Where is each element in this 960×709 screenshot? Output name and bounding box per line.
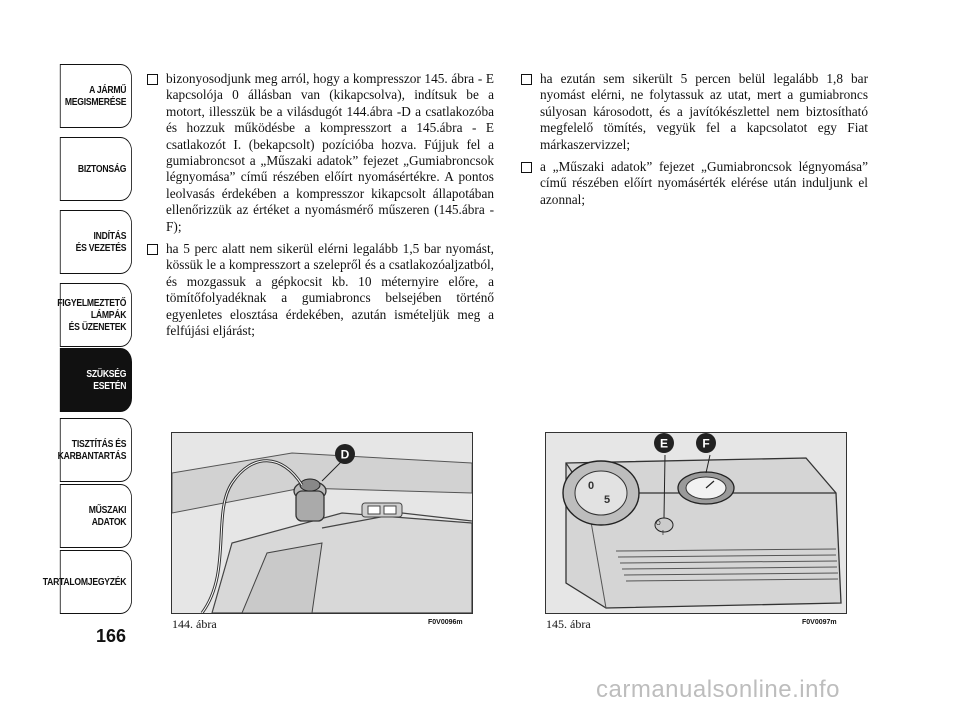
svg-text:O: O bbox=[656, 521, 661, 527]
svg-text:I: I bbox=[662, 530, 664, 537]
tab-tisztitas-es-karbantartas[interactable]: TISZTÍTÁS ÉS KARBANTARTÁS bbox=[60, 418, 132, 482]
callout-f-icon bbox=[695, 432, 717, 454]
watermark: carmanualsonline.info bbox=[596, 676, 840, 703]
tab-biztonsag[interactable]: BIZTONSÁG bbox=[60, 137, 132, 201]
svg-text:5: 5 bbox=[604, 494, 611, 506]
tab-jarmu-megismerese[interactable]: A JÁRMŰ MEGISMERÉSE bbox=[60, 64, 132, 128]
compressor-drawing bbox=[546, 433, 846, 613]
bullet-item: a „Műszaki adatok” fejezet „Gumiabroncsok légnyomása” című részében előírt nyomásérték elérése után induljunk el azonnal; bbox=[520, 159, 868, 208]
figure-144-code: F0V0096m bbox=[428, 619, 463, 626]
svg-text:0: 0 bbox=[588, 480, 595, 492]
figure-145-code: F0V0097m bbox=[802, 619, 837, 626]
car-socket-plug-drawing bbox=[172, 433, 472, 613]
bullet-item: bizonyosodjunk meg arról, hogy a kompresszor 145. ábra - E kapcsolója 0 állásban van (kikapcsolva), indítsuk be a motort, illesszük be a vilásdugót 144.ábra -D a csatlakozóba és hozzuk működésbe a kompresszort a 145.ábra - E csatlakozót I. (bekapcsolt) pozícióba hozva. Fújjuk fel a gumiabroncsot a „Műszaki adatok” fejezet „Gumiabroncsok légnyomása” című részében előírt nyomásértékre. A pontos leolvasás érdekében a kompresszor kikapcsolt állapotában ellenőrizzük az értéket a nyomásmérő műszeren (145.ábra - F); bbox=[146, 71, 494, 235]
tab-muszaki-adatok[interactable]: MŰSZAKI ADATOK bbox=[60, 484, 132, 548]
figure-145-caption: 145. ábra bbox=[546, 617, 591, 631]
tab-tartalomjegyzek[interactable]: TARTALOMJEGYZÉK bbox=[60, 550, 132, 614]
tab-szukseg-eseten[interactable]: SZÜKSÉG ESETÉN bbox=[60, 348, 132, 412]
svg-text:F: F bbox=[702, 436, 710, 451]
bullet-item: ha 5 perc alatt nem sikerül elérni legalább 1,5 bar nyomást, kössük le a kompresszort a szelepről és a csatlakozóaljzatból, és mozgassuk a gépkocsit kb. 10 méternyire előre, a tömítőfolyadéknak a gumiabroncs belsejében történő egyenletes elosztása érdekében, azután ismételjük meg a felfújási eljárást; bbox=[146, 241, 494, 339]
callout-d-icon bbox=[334, 443, 356, 465]
callout-e-icon bbox=[653, 432, 675, 454]
page-number: 166 bbox=[96, 626, 127, 646]
text-column-left bbox=[146, 71, 494, 346]
figure-144-caption: 144. ábra bbox=[172, 617, 217, 631]
svg-text:E: E bbox=[659, 436, 669, 451]
bullet-item: ha ezután sem sikerült 5 percen belül legalább 1,8 bar nyomást elérni, ne folytassuk az utat, mert a gumiabroncs súlyosan károsodott, és a javítókészlettel nem biztosítható megfelelő tömítés, vegyük fel a kapcsolatot egy Fiat márkaszervizzel; bbox=[520, 71, 868, 153]
figure-145-illustration bbox=[545, 432, 847, 614]
tab-figyelmezteto-lampak[interactable]: FIGYELMEZTETŐ LÁMPÁK ÉS ÜZENETEK bbox=[60, 283, 132, 347]
svg-text:D: D bbox=[340, 447, 350, 462]
text-column-right bbox=[520, 71, 868, 214]
figure-144-illustration bbox=[171, 432, 473, 614]
tab-inditas-es-vezetes[interactable]: INDÍTÁS ÉS VEZETÉS bbox=[60, 210, 132, 274]
